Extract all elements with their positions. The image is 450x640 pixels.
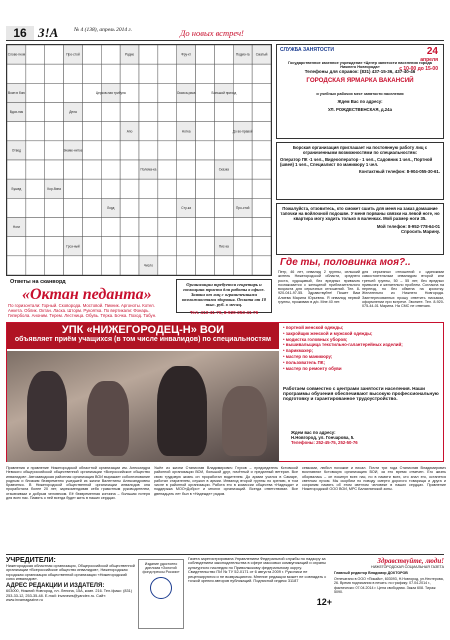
upk-address-block [291,430,441,445]
crossword-cell [64,198,83,217]
crossword-cell [82,45,101,64]
crossword-cell [139,218,158,237]
crossword-cell [139,45,158,64]
crossword-cell [45,45,64,64]
upk-title: УПК «НИЖЕГОРОДЕЦ-Н» ВОИ [61,324,225,336]
help-request-ad [276,203,444,255]
crossword-cell [45,256,64,275]
crossword-cell [233,103,252,122]
employment-service-logo: СЛУЖБА ЗАНЯТОСТИ [280,47,334,53]
crossword-cell [214,198,233,217]
fair-organizer: Государственное казенное учреждение «Центр занятости населения города Нижнего Новгорода» [288,61,432,69]
crossword-cell [158,122,177,141]
crossword-cell [233,256,252,275]
crossword-cell [64,160,83,179]
crossword-cell [64,256,83,275]
crossword-cell [82,103,101,122]
crossword-cell [196,103,215,122]
list-item: • пользователь ПК; [283,360,443,365]
footer-registry [188,556,332,607]
crossword-cell [26,256,45,275]
crossword-cell [177,141,196,160]
fair-address: УЛ. РОЖДЕСТВЕНСКАЯ, д.24а [328,107,392,112]
crossword-cell [120,256,139,275]
crossword-cell [177,160,196,179]
crossword-cell [82,198,101,217]
photo-person [222,386,267,456]
crossword-cell [45,237,64,256]
list-item: • парикмахер; [283,348,443,353]
crossword-cell [82,122,101,141]
photo-person [87,381,129,456]
list-item: • мастер по ремонту обуви [283,366,443,371]
crossword-cell [26,45,45,64]
crossword-clue: Ноги [12,225,20,230]
crossword-cell [177,64,196,83]
crossword-cell [120,198,139,217]
dating-col-2: для серьезных отношений с одинокими самостоятельным инвалидом второй или третьей группы, 50 – 55 лет, без вредных привычек и желательно проблем. Согласна на переезд, но без обмена на крохотку. Желательно из Нижнего Новгорода. Заинтересованных прошу ответить письмом, оформлении при встрече. Звоните. Тел. 8-920-075-44-01 Марина. На СМС не отвечаю. [362,270,444,308]
crossword-cell [139,141,158,160]
crossword-cell [177,103,196,122]
crossword-cell [7,64,26,83]
fair-title: ГОРОДСКАЯ ЯРМАРКА ВАКАНСИЙ [306,77,414,84]
photo-person [27,371,67,451]
paper-logo: З!А [38,25,59,40]
dating-col-1: Петр, 46 лет, инвалид 2 группы, сельский житель Нижегородской области, среднего роста, худощавый, без вредных привычек познакомится с женщиной приблизительного возраста для серьезных отношений. Тел. 8-920-041-97-55. Здравствуйте! Пишет Вам Алиева Марина Юрьевна. Я инвалид первой группы, проживаю в д/и. Мне 40 лет. [278,270,360,304]
crossword-cell [214,45,233,64]
crossword-clue: Подмо-га [235,52,250,57]
obituary-section [6,466,444,551]
crossword-cell [120,64,139,83]
crossword-cell [101,179,120,198]
crossword-cell [101,64,120,83]
crossword-cell [101,103,120,122]
crossword-cell [196,64,215,83]
crossword-cell [101,218,120,237]
crossword-cell [252,218,271,237]
crossword-clue: Знаме-нитое [63,148,83,153]
crossword-cell [196,160,215,179]
fair-address-label: Ждем Вас по адресу: [337,99,383,104]
crossword-cell [26,64,45,83]
crossword-cell [252,179,271,198]
crossword-cell [252,160,271,179]
help-request-sign: Спросить Марину. [401,229,440,234]
crossword-clue: Сту-ка [181,205,191,210]
list-item: • вышивальщица текстильно-галантерейных изделий; [283,342,443,347]
crossword-cell [101,45,120,64]
crossword-cell [196,122,215,141]
fair-subtitle: и учебных рабочих мест занятости населения [316,92,404,96]
help-request-text: Пожалуйста, отзовитесь, кто сможет сшить для меня на заказ домашние тапочки на войлочной подошве. У меня порваны связки на левой ноге, но квартира могу ходить только в валенках. Мой размер ноги 35. [280,206,440,221]
upk-address: Н.Новгород, ул. Гончарова, 5. [291,435,355,440]
crossword-clue: Апо [126,129,133,134]
borskaya-ad [276,142,444,200]
crossword-cell [120,103,139,122]
answers-text: По горизонтали: Горный. Сковорода. Мостовой. Пикник. Аргоноты. Котел. Анкета. Облик. Октан. Ласка. Шторм. Рукоятка. По вертикали: Фонарь. Гипербола. Аноним. Терем. Лестница. Обувь. Тёрка. Бочка. Поход. Табун. [8,303,157,318]
crossword-cell [82,64,101,83]
upk-ad [6,322,444,462]
crossword-cell [158,103,177,122]
borskaya-title: Борская организация приглашает на постоянную работу лиц с ограниченными возможностями по специальностям: [292,145,428,155]
crossword-cell [214,64,233,83]
fair-time: с 10-00 до 15-00 [399,66,438,72]
crossword-clue: Большой приход [211,90,237,95]
registry-text: Газета зарегистрирована Управлением Федеральной службы по надзору за соблюдением законодательства в сфере массовых коммуникаций и охраны культурного наследия по Приволжскому федеральному округу. Свидетельство ПИ № ТУ 52-0171 от 6 августа 2009 г. Рукописи не рецензируются и не возвращаются. Мнение редакции может не совпадать с точкой зрения авторов публикаций. Подписной индекс 31187 [188,556,327,584]
crossword-cell [196,256,215,275]
crossword-clue: Слово-гном [7,52,26,57]
crossword-cell [214,141,233,160]
crossword-cell [26,103,45,122]
crossword-cell [64,179,83,198]
newspaper-logo: Здравствуйте, люди! [377,557,444,565]
crossword-clue: Про-стой [235,205,250,210]
crossword-cell [120,160,139,179]
crossword-clue: Нотка [181,129,191,134]
crossword-clue: Отвод [11,148,22,153]
newspaper-subtitle: НИЖЕГОРОДСКАЯ СОЦИАЛЬНАЯ ГАЗЕТА [370,565,444,569]
crossword-cell [139,122,158,141]
crossword-cell [82,237,101,256]
crossword-cell [233,179,252,198]
crossword-cell [196,141,215,160]
crossword-cell [233,160,252,179]
crossword-cell [26,141,45,160]
borskaya-list: Оператор ПК -1 чел., Видеооператор - 1 чел., Садовник 1 чел., Портной (швея) 1 чел., Специалист по маникюру 1 чел. [280,157,433,167]
crossword-cell [252,237,271,256]
upk-banner [7,323,279,349]
crossword-cell [120,141,139,160]
crossword-cell [139,103,158,122]
help-request-phone: Мой телефон: 8-952-778-64-01 [376,224,440,229]
crossword-cell [158,160,177,179]
crossword-cell [158,198,177,217]
fair-phones: Телефоны для справок: (831) 437-15-36, 437-40-46 [304,69,416,74]
crossword-cell [233,141,252,160]
answers-title: Ответы на сканворд [10,279,66,285]
crossword-cell [196,179,215,198]
crossword-cell [45,198,64,217]
address-text: 603000, Нижний Новгород, пл. Ленина, 15А, комн. 216. Тел./факс: (831) 253-33-12, 253-35-48. E-mail: invanews@yandex.ru. Сайт: www.invamagazine.ru [6,589,133,603]
crossword-clue: Фру-кт [181,52,192,57]
crossword-cell [26,198,45,217]
obituary-col-1: Правления и правление Нижегородской областной организации им. Александра Невского общероссийской общественной организации «Всероссийское общество инвалидов». Автозаводская районная организация ВОИ выражает соболезнование родным и близким безвременно ушедшей из жизни Валентины Александровны Кравченко. В Нижегородской общественной организации инвалидов она проработала более 20 лет, зарекомендовав себя грамотным руководителем, отзывчивым и добрым человеком. Её безвременная кончина – большая потеря для всех нас. Память о ней всегда будет жить в наших сердцах. [6,466,150,500]
award-stamp [138,559,184,629]
issue-info: № 4 (138), апрель 2014 г. [74,27,133,33]
crossword-cell [64,122,83,141]
crossword-cell [45,83,64,102]
upk-subtitle: объявляет приём учащихся (в том числе инвалидов) по специальностям [14,336,272,343]
crossword-cell [120,218,139,237]
crossword-cell [82,218,101,237]
crossword-clue: Кор-бина [47,186,61,191]
crossword-cell [82,141,101,160]
crossword-cell [26,83,45,102]
crossword-cell [82,160,101,179]
crossword-cell [252,64,271,83]
crossword-cell [158,218,177,237]
crossword-cell [177,237,196,256]
list-item: • закройщик женской и мужской одежды; [283,331,443,336]
page-number: 16 [6,26,34,40]
crossword-cell [7,237,26,256]
crossword-cell [45,160,64,179]
crossword-cell [177,218,196,237]
upk-specialties [283,325,443,371]
crossword-cell [139,83,158,102]
crossword-cell [196,45,215,64]
crossword-cell [45,103,64,122]
list-item: • мастер по маникюру; [283,354,443,359]
job-fair-ad [276,44,444,139]
security-notice-text: Организации требуется секретарь и помощник юриста для работы в офисе. Заявки от лиц с ограниченными возможностями здоровья. Оплата от 10 тыс. руб. в месяц. [181,282,267,307]
crossword-clue: Воин в бою [7,90,25,95]
crossword-cell [101,237,120,256]
crossword-clue: Церков-ная трибуна [95,90,126,95]
crossword-cell [233,218,252,237]
crossword-cell [233,64,252,83]
crossword-cell [139,64,158,83]
crossword-cell [158,83,177,102]
crossword-cell [26,237,45,256]
crossword-cell [7,160,26,179]
crossword-cell [45,218,64,237]
fair-date [399,47,438,74]
crossword-cell [7,122,26,141]
crossword-clue: Дела [69,110,77,115]
crossword-cell [120,179,139,198]
list-item: • портной женской одежды; [283,325,443,330]
crossword-cell [101,256,120,275]
address-title: АДРЕС РЕДАКЦИИ И ИЗДАТЕЛЯ: [6,583,105,590]
seal-icon [150,577,172,599]
crossword-cell [26,160,45,179]
crossword-cell [252,198,271,217]
crossword-cell [177,179,196,198]
crossword-cell [196,218,215,237]
crossword-cell [177,256,196,275]
crossword-cell [26,179,45,198]
upk-photo [7,351,279,462]
crossword-cell [252,122,271,141]
upk-phones: Телефоны: 252-45-75, 252-50-76 [291,440,358,445]
crossword-cell [45,141,64,160]
crossword-clue: Сказка [218,167,229,172]
upk-address-label: Ждем вас по адресу: [291,430,336,435]
page-header [0,0,450,40]
crossword-clue: Вдох-ник [9,110,24,115]
award-text: Издание удостоено диплома «Золотой фонд прессы России» [142,562,180,575]
crossword-clue: Полома-ка [140,167,157,172]
security-notice [176,279,272,313]
header-divider [6,40,444,41]
crossword-cell [64,83,83,102]
crossword-cell [214,256,233,275]
founders-title: УЧРЕДИТЕЛИ: [6,557,56,564]
crossword-cell [252,141,271,160]
crossword-cell [158,45,177,64]
crossword-cell [7,198,26,217]
list-item: • модистка головных уборов; [283,337,443,342]
obituary-col-2: Ушёл из жизни Станислав Владимирович Глухов – председатель Кстовской районной организации ВОИ, большой друг, почётный и преданный ветеран. Все свою трудовую жизнь он проработал водителем. До армии учился в Самаре, работал старателем, служил в армии. Инвалид второй группы по зрению, в том числе в районной организации. Работа его в комиссии общества «Надежда» и поддержка МОО«Добро» и многих организаций. Всегда ответствовал. Все двенадцать лет был в «Надежде» рядом. [154,466,298,496]
print-info: Отпечатано в ООО «Пикайк», 603093, Н.Новгород, ул.Нестерова, 26. Время подписания в печать: по графику: 07.04.2014 г., фактически: 07.04.2014 г. Цена свободная. Заказ 608. Тираж 5090. [334,577,444,594]
crossword-cell [82,256,101,275]
crossword-cell [139,237,158,256]
crossword-clue: Сжатый [255,52,268,57]
crossword-cell [101,141,120,160]
crossword-cell [196,237,215,256]
crossword-cell [101,122,120,141]
crossword-cell [139,198,158,217]
fair-month: апреля [420,57,438,63]
crossword-cell [45,64,64,83]
crossword-cell [158,256,177,275]
crossword-clue: Гроз-ный [66,244,80,249]
crossword-svg [7,45,271,275]
crossword-cell [252,103,271,122]
crossword-cell [214,179,233,198]
editor-line: Главный редактор Владимир ДОКТОРОВ [334,571,408,576]
crossword-cell [120,237,139,256]
crossword-clue: Бушед [11,186,22,191]
upk-description: Работаем совместно с центрами занятости населения. Наши программы обучения обеспечивают высокую профессиональную подготовку и гарантированное трудоустройство. [283,386,439,401]
crossword-cell [233,237,252,256]
crossword-cell [214,122,233,141]
crossword-cell [214,218,233,237]
crossword-cell [196,198,215,217]
crossword-cell [101,160,120,179]
crossword-clue: Число [143,263,154,268]
dating-headline: Где ты, половинка моя?.. [280,257,411,268]
crossword-cell [158,179,177,198]
photo-person [157,366,207,456]
crossword-cell [26,122,45,141]
crossword-cell [252,83,271,102]
obituary-col-3: семьями, любил похожие и писал. Почти три года Станислав Владимирович возглавлял Кстовскую организацию ВОИ, за это время отмечен. Его жизнь оборвалась – он покинул всех нас, но в памяти всех, кто знал его, останется светлым лучом. Мы скорбим по поводу смерти дорогого товарища и друга и сохраним память об этом светлом человеке в наших сердцах. Правление Нижегородской ООО ВОИ, МРС Балахнинской зоны. [302,466,446,492]
crossword-clue: Про-стой [66,52,80,57]
age-rating: 12+ [316,597,332,607]
crossword-cell [158,237,177,256]
answers-headline: «Октан педанта» [22,286,152,303]
header-slogan: До новых встреч! [180,28,244,38]
crossword-cell [158,64,177,83]
crossword-clue: Радио [124,52,135,57]
crossword-cell [64,64,83,83]
footer-founders [6,557,136,603]
crossword-cell [139,179,158,198]
crossword-cell [252,256,271,275]
page-footer [6,554,444,636]
fair-day: 24 [426,46,438,57]
crossword-cell [45,122,64,141]
crossword-cell [7,256,26,275]
crossword-cell [214,103,233,122]
security-notice-phone: Тел. 413-41-76, 8-920-253-41-76 [189,310,259,315]
crossword-clue: До во-правой [232,129,253,134]
crossword-cell [64,218,83,237]
crossword-clue: Оксиса-рика [176,90,196,95]
founders-text: Нижегородская областная организация, Общероссийской общественной организации «Всероссийское общество инвалидов», Нижегородская городская организация общественной организации «Нижегородский союз инвалидов». [6,564,135,582]
crossword-cell [82,179,101,198]
crossword-cell [158,141,177,160]
crossword-grid [6,44,272,276]
crossword-cell [26,218,45,237]
borskaya-contact: Контактный телефон: 8-904-055-30-61. [358,169,440,174]
crossword-clue: Лорд [106,205,115,210]
footer-imprint [334,557,444,594]
crossword-clue: Пис-ка [218,244,229,249]
